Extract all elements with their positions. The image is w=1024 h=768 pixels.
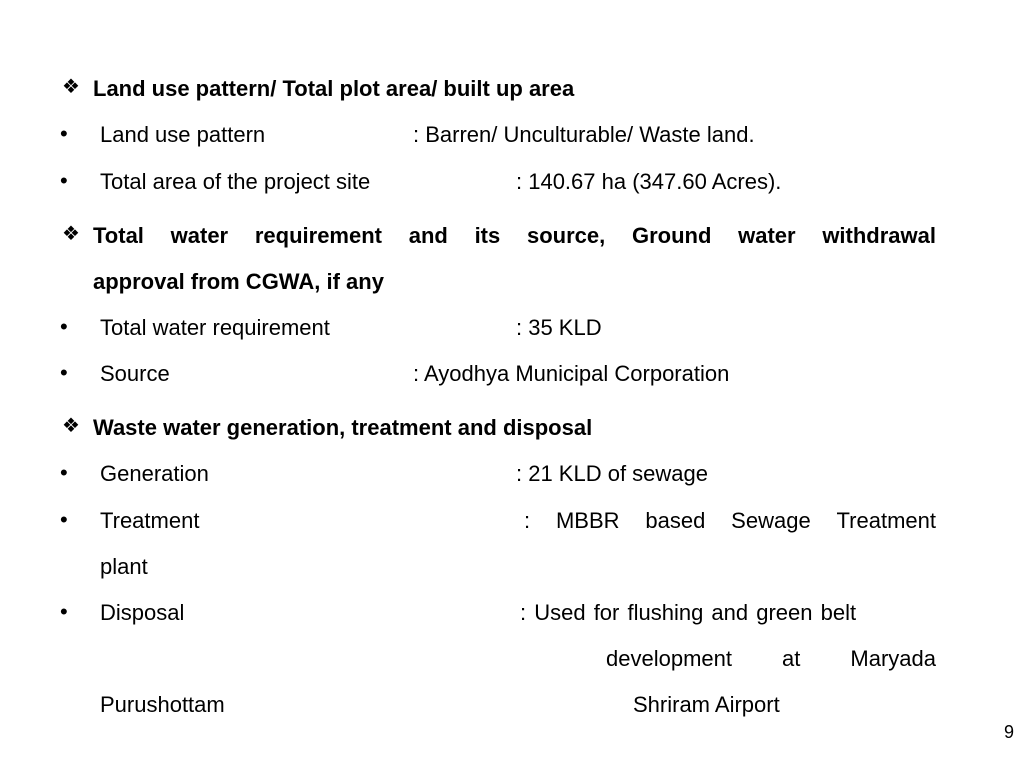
item-label: Total area of the project site [100, 169, 371, 194]
item-label: Land use pattern [100, 122, 266, 147]
item-value: : Used for flushing and green belt [520, 600, 857, 625]
bullet-icon: • [60, 314, 68, 339]
bullet-icon: • [60, 599, 68, 624]
page-number: 9 [1003, 722, 1014, 742]
bullet-icon: • [60, 121, 68, 146]
value-word: at [782, 646, 801, 671]
item-value-cont: Purushottam [100, 692, 225, 717]
item-label: Disposal [100, 600, 185, 625]
value-word: based [645, 508, 706, 533]
diamond-bullet-icon: ❖ [62, 415, 80, 437]
section-heading-water [93, 223, 936, 249]
diamond-bullet-icon: ❖ [62, 76, 80, 98]
item-value: : 21 KLD of sewage [516, 461, 709, 486]
heading-word: Total [93, 223, 144, 248]
item-value: : Ayodhya Municipal Corporation [413, 361, 730, 386]
item-value-cont: Shriram Airport [633, 692, 780, 717]
item-value-cont: plant [100, 554, 148, 579]
section-heading-land-use: Land use pattern/ Total plot area/ built up area [93, 76, 575, 101]
value-word: Maryada [850, 646, 936, 671]
heading-word: and [408, 223, 448, 248]
bullet-icon: • [60, 360, 68, 385]
bullet-icon: • [60, 460, 68, 485]
heading-word: Ground [631, 223, 712, 248]
value-word: Treatment [836, 508, 936, 533]
item-value [524, 508, 936, 534]
item-value: : 35 KLD [516, 315, 602, 340]
heading-word: water [170, 223, 229, 248]
section-heading-waste-water: Waste water generation, treatment and disposal [93, 415, 593, 440]
heading-word: its [474, 223, 501, 248]
item-value: : Barren/ Unculturable/ Waste land. [413, 122, 755, 147]
section-heading-water-cont: approval from CGWA, if any [93, 269, 384, 294]
bullet-icon: • [60, 507, 68, 532]
item-label: Treatment [100, 508, 200, 533]
item-label: Total water requirement [100, 315, 330, 340]
diamond-bullet-icon: ❖ [62, 223, 80, 245]
item-value-cont [606, 646, 936, 672]
item-label: Generation [100, 461, 209, 486]
value-word: : [524, 508, 531, 533]
heading-word: withdrawal [822, 223, 936, 248]
heading-word: water [738, 223, 796, 248]
value-word: MBBR [555, 508, 620, 533]
heading-word: source, [526, 223, 606, 248]
item-label: Source [100, 361, 170, 386]
value-word: development [606, 646, 732, 671]
heading-word: requirement [254, 223, 382, 248]
value-word: Sewage [731, 508, 811, 533]
item-value: : 140.67 ha (347.60 Acres). [516, 169, 782, 194]
bullet-icon: • [60, 168, 68, 193]
